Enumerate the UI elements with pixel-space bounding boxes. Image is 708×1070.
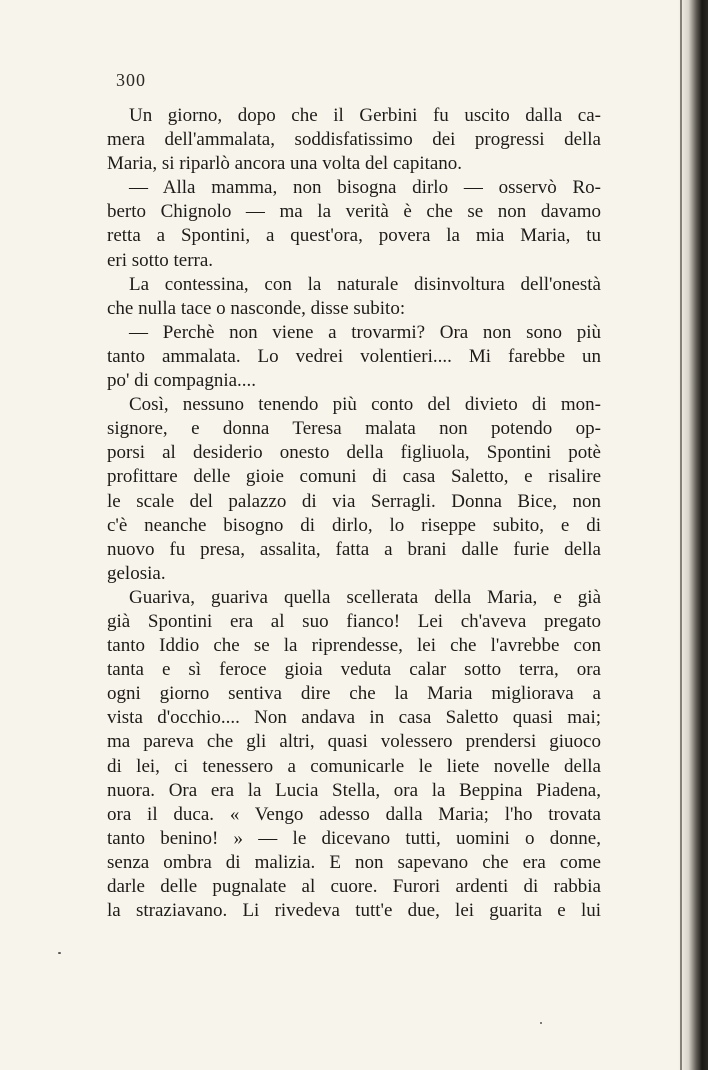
text-line: già Spontini era al suo fianco! Lei ch'aveva pregato (107, 610, 601, 632)
text-line: — Alla mamma, non bisogna dirlo — osservò Ro- (129, 177, 601, 199)
text-line: signore, e donna Teresa malata non potendo op- (107, 418, 601, 440)
text-line: — Perchè non viene a trovarmi? Ora non sono più (129, 321, 601, 343)
text-line: retta a Spontini, a quest'ora, povera la mia Maria, tu (107, 225, 601, 247)
print-speck (58, 952, 61, 954)
text-line: la straziavano. Li rivedeva tutt'e due, lei guarita e lui (107, 900, 601, 922)
text-line: tanto ammalata. Lo vedrei volentieri.... Mi farebbe un (107, 345, 601, 367)
text-line: Maria, si riparlò ancora una volta del capitano. (107, 153, 463, 175)
text-line: ora il duca. « Vengo adesso dalla Maria; l'ho trovata (107, 803, 601, 825)
text-line: po' di compagnia.... (107, 370, 257, 392)
page-number: 300 (116, 70, 146, 90)
text-line: porsi al desiderio onesto della figliuola, Spontini potè (107, 442, 601, 464)
text-line: Guariva, guariva quella scellerata della Maria, e già (129, 586, 601, 608)
text-line: profittare delle gioie comuni di casa Saletto, e risalire (107, 466, 601, 488)
text-line: eri sotto terra. (107, 249, 214, 271)
text-line: di lei, ci tenessero a comunicarle le liete novelle della (107, 755, 601, 777)
text-line: Un giorno, dopo che il Gerbini fu uscito dalla ca- (129, 105, 601, 126)
body-text (107, 104, 601, 923)
binding-shadow (678, 0, 708, 1070)
text-line: mera dell'ammalata, soddisfatissimo dei progressi della (107, 129, 601, 151)
text-line: c'è neanche bisogno di dirlo, lo riseppe subito, e di (107, 514, 601, 536)
text-line: tanta e sì feroce gioia veduta calar sotto terra, ora (107, 659, 601, 681)
page-edge (680, 0, 682, 1070)
print-speck (540, 1022, 542, 1024)
text-line: darle delle pugnalate al cuore. Furori ardenti di rabbia (107, 876, 601, 897)
text-line: berto Chignolo — ma la verità è che se non davamo (107, 201, 601, 223)
text-line: vista d'occhio.... Non andava in casa Saletto quasi mai; (107, 707, 601, 729)
text-line: tanto Iddio che se la riprendesse, lei che l'avrebbe con (107, 635, 601, 657)
text-line: La contessina, con la naturale disinvoltura dell'onestà (129, 273, 601, 295)
text-line: ma pareva che gli altri, quasi volessero prendersi giuoco (107, 731, 601, 753)
text-line: gelosia. (107, 562, 166, 584)
text-line: che nulla tace o nasconde, disse subito: (107, 297, 406, 319)
text-line: Così, nessuno tenendo più conto del divieto di mon- (129, 394, 601, 416)
text-line: nuovo fu presa, assalita, fatta a brani dalle furie della (107, 538, 601, 560)
text-line: ogni giorno sentiva dire che la Maria migliorava a (107, 683, 601, 705)
text-line: le scale del palazzo di via Serragli. Donna Bice, non (107, 490, 601, 512)
text-line: tanto benino! » — le dicevano tutti, uomini o donne, (107, 827, 601, 849)
text-line: senza ombra di malizia. E non sapevano che era come (107, 851, 601, 873)
text-line: nuora. Ora era la Lucia Stella, ora la Beppina Piadena, (107, 779, 601, 801)
